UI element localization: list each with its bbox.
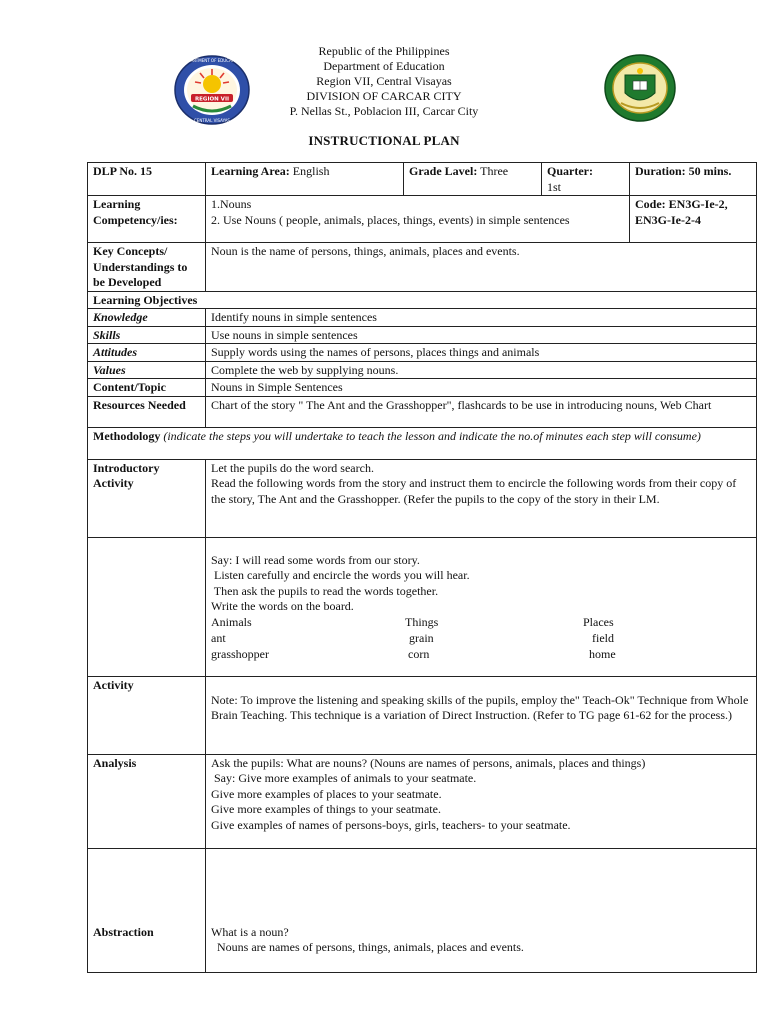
learning-area-value: English [289, 164, 330, 178]
abstraction-line-1: What is a noun? [211, 924, 289, 939]
methodology-cell [88, 427, 757, 459]
key-concepts-label: Key Concepts/ Understandings to be Developed [88, 243, 206, 292]
introductory-row [88, 459, 757, 537]
header-republic: Republic of the Philippines [318, 44, 450, 58]
quarter-cell [542, 163, 630, 196]
word-place-2: home [589, 646, 616, 661]
abstraction-line-2: Nouns are names of persons, things, animals, places and events. [211, 940, 524, 954]
say-line-2: Listen carefully and encircle the words you will hear. [211, 568, 470, 582]
content-row [88, 379, 757, 397]
duration-cell [630, 163, 757, 196]
introductory-activity-cell [206, 459, 757, 537]
knowledge-row [88, 309, 757, 327]
resources-row [88, 396, 757, 427]
word-thing-1: grain [409, 630, 434, 645]
say-line-4: Write the words on the board. [211, 599, 354, 613]
analysis-line-1: Ask the pupils: What are nouns? (Nouns are names of persons, animals, places and things) [211, 755, 646, 770]
words-col-places: Places [583, 614, 614, 629]
knowledge-value: Identify nouns in simple sentences [206, 309, 757, 327]
learning-area-label: Learning Area: [211, 164, 290, 178]
word-animal-2: grasshopper [211, 646, 269, 661]
learning-objectives-heading: Learning Objectives [88, 291, 757, 309]
methodology-row [88, 427, 757, 459]
introductory-activity-label: Introductory Activity [88, 459, 206, 537]
abstraction-cell [206, 848, 757, 972]
header-division: DIVISION OF CARCAR CITY [306, 89, 462, 103]
key-concepts-value: Noun is the name of persons, things, animals, places and events. [206, 243, 757, 292]
attitudes-value: Supply words using the names of persons, places things and animals [206, 344, 757, 362]
quarter-value: 1st [547, 179, 562, 194]
competency-value-cell [206, 196, 630, 243]
words-col-things: Things [405, 614, 439, 629]
division-seal-logo [603, 53, 677, 123]
values-value: Complete the web by supplying nouns. [206, 361, 757, 379]
say-line-3: Then ask the pupils to read the words together. [211, 583, 439, 598]
info-row [88, 163, 757, 196]
document-title: INSTRUCTIONAL PLAN [308, 133, 460, 148]
header-department: Department of Education [323, 59, 445, 73]
say-cell [206, 537, 757, 676]
knowledge-label: Knowledge [88, 309, 206, 327]
values-label: Values [88, 361, 206, 379]
word-thing-2: corn [408, 646, 430, 661]
analysis-line-2: Say: Give more examples of animals to your seatmate. [211, 771, 477, 785]
activity-label: Activity [88, 676, 206, 754]
resources-label: Resources Needed [88, 396, 206, 427]
dlp-number: DLP No. 15 [93, 164, 153, 178]
header-address: P. Nellas St., Poblacion III, Carcar City [289, 104, 479, 118]
introductory-line-1: Let the pupils do the word search. [211, 460, 374, 475]
analysis-line-5: Give examples of names of persons-boys, girls, teachers- to your seatmate. [211, 817, 571, 832]
dlp-number-cell [88, 163, 206, 196]
logo-left-bottom-text: CENTRAL VISAYAS [194, 118, 230, 123]
say-line-1: Say: I will read some words from our story. [211, 552, 420, 567]
competency-row [88, 196, 757, 243]
logo-left-top-text: DEPARTMENT OF EDUCATION [182, 58, 242, 63]
deped-region-logo [173, 54, 251, 126]
words-col-animals: Animals [211, 614, 252, 629]
competency-item-1: 1.Nouns [211, 197, 252, 211]
abstraction-label-cell [88, 848, 206, 972]
competency-item-2: 2. Use Nouns ( people, animals, places, things, events) in simple sentences [211, 212, 570, 227]
quarter-label: Quarter: [547, 164, 593, 178]
word-place-1: field [592, 630, 614, 645]
values-row [88, 361, 757, 379]
analysis-label: Analysis [88, 754, 206, 848]
skills-label: Skills [88, 326, 206, 344]
skills-row [88, 326, 757, 344]
attitudes-label: Attitudes [88, 344, 206, 362]
objectives-heading-row [88, 291, 757, 309]
grade-level-value: Three [477, 164, 509, 178]
introductory-line-2: Read the following words from the story and instruct them to encircle the following words from their copy of the story, The Ant and the Grasshopper. (Refer the pupils to the copy of the story in their LM. [211, 476, 737, 506]
key-concepts-row [88, 243, 757, 292]
analysis-cell [206, 754, 757, 848]
attitudes-row [88, 344, 757, 362]
learning-area-cell [206, 163, 404, 196]
abstraction-label: Abstraction [93, 924, 154, 939]
word-animal-1: ant [211, 630, 226, 645]
say-row [88, 537, 757, 676]
abstraction-row [88, 848, 757, 972]
analysis-line-4: Give more examples of things to your seatmate. [211, 802, 441, 816]
methodology-note: (indicate the steps you will undertake to teach the lesson and indicate the no.of minutes each step will consume) [160, 428, 701, 443]
header-region: Region VII, Central Visayas [316, 74, 452, 88]
words-header-row [211, 615, 751, 631]
duration-label: Duration: 50 mins. [635, 164, 732, 178]
instructional-plan-table [87, 162, 757, 973]
activity-value: Note: To improve the listening and speaking skills of the pupils, employ the" Teach-Ok" Technique from Whole Brain Teaching. This technique is a variation of Direct Instruction. (Refer to TG page 61-62 for the process.) [206, 676, 757, 754]
grade-level-label: Grade Lavel: [409, 164, 478, 178]
methodology-label: Methodology [93, 428, 161, 443]
competency-code: Code: EN3G-Ie-2, EN3G-Ie-2-4 [630, 196, 757, 243]
resources-value: Chart of the story " The Ant and the Grasshopper", flashcards to be use in introducing nouns, Web Chart [206, 396, 757, 427]
analysis-row [88, 754, 757, 848]
words-row-2 [211, 647, 751, 663]
activity-row [88, 676, 757, 754]
skills-value: Use nouns in simple sentences [206, 326, 757, 344]
analysis-line-3: Give more examples of places to your seatmate. [211, 786, 442, 801]
logo-left-region-text: REGION VII [194, 96, 230, 103]
content-topic-value: Nouns in Simple Sentences [206, 379, 757, 397]
grade-level-cell [404, 163, 542, 196]
competency-label: Learning Competency/ies: [88, 196, 206, 243]
say-label-cell [88, 537, 206, 676]
words-row-1 [211, 631, 751, 647]
content-topic-label: Content/Topic [88, 379, 206, 397]
